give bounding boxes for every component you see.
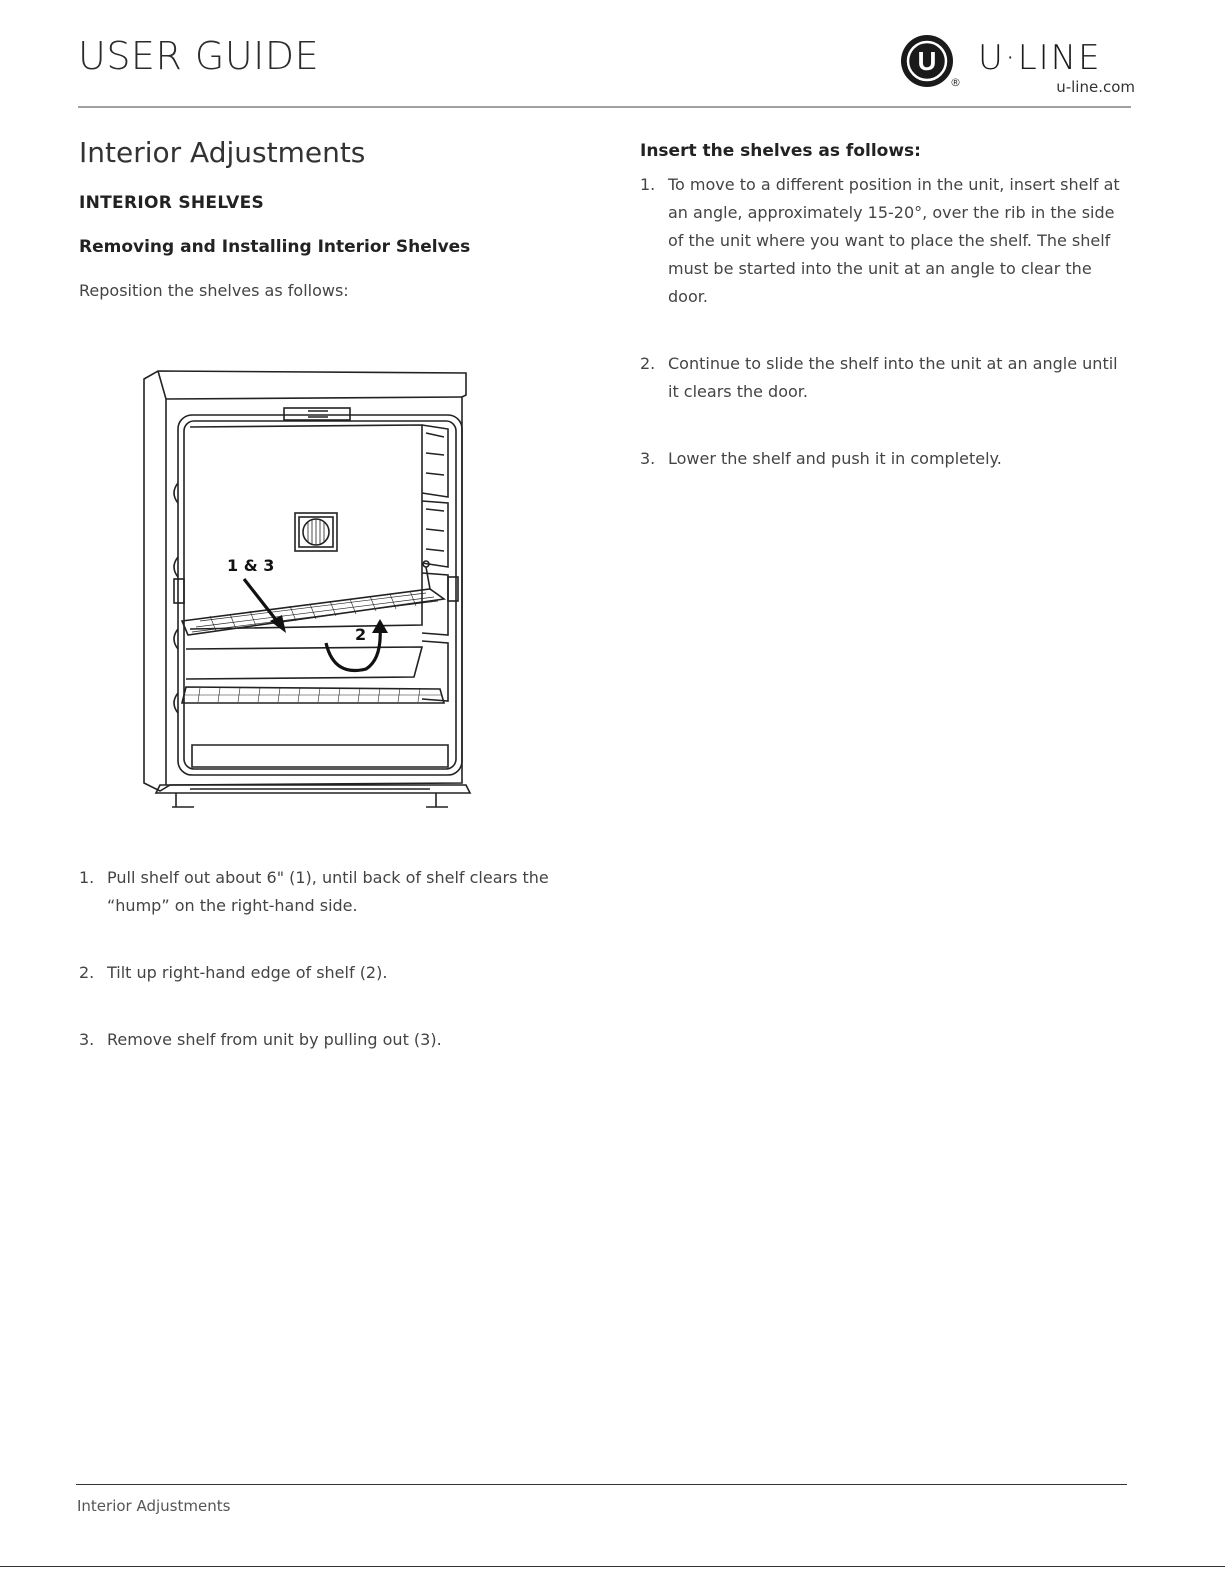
removal-steps-list [79,864,579,1093]
list-item [640,350,1130,406]
step-text: Pull shelf out about 6" (1), until back of shelf clears the “hump” on the right-hand side. [107,868,549,915]
list-item [79,959,579,987]
list-item [640,445,1130,473]
insert-steps-list [640,171,1130,512]
list-item [79,1026,579,1054]
reposition-intro: Reposition the shelves as follows: [79,281,349,300]
list-item [79,864,579,920]
logo-mark-letter: U [917,46,937,76]
step-text: To move to a different position in the unit, insert shelf at an angle, approximately 15-20°, over the rib in the side of the unit where you want to place the shelf. The shelf must be started into the unit at an angle to clear the door. [668,175,1120,306]
step-number: 3. [640,449,656,468]
list-item [640,171,1130,311]
header-divider [78,106,1131,108]
insert-shelves-heading: Insert the shelves as follows: [640,141,921,161]
step-number: 2. [79,963,95,982]
brand-logo [900,34,1135,96]
page-bottom-border [0,1566,1225,1567]
registered-mark: ® [950,76,961,89]
step-text: Continue to slide the shelf into the unit at an angle until it clears the door. [668,354,1118,401]
figure-label-2: 2 [355,625,367,644]
logo-wordmark: U·LINE [978,38,1102,78]
figure-label-1-and-3: 1 & 3 [227,556,275,575]
step-number: 2. [640,354,656,373]
step-text: Remove shelf from unit by pulling out (3). [107,1030,442,1049]
step-number: 1. [79,868,95,887]
interior-shelves-heading: INTERIOR SHELVES [79,193,265,213]
step-number: 3. [79,1030,95,1049]
step-text: Tilt up right-hand edge of shelf (2). [107,963,388,982]
refrigerator-illustration-icon [130,353,518,858]
section-title: Interior Adjustments [79,136,366,169]
refrigerator-shelf-illustration [130,353,518,858]
step-number: 1. [640,175,656,194]
removing-installing-heading: Removing and Installing Interior Shelves [79,237,471,257]
brand-url: u-line.com [1056,78,1135,96]
footer-section-label: Interior Adjustments [77,1497,231,1515]
page-header-title: USER GUIDE [78,34,320,78]
step-text: Lower the shelf and push it in completely. [668,449,1002,468]
footer-divider [76,1484,1127,1485]
